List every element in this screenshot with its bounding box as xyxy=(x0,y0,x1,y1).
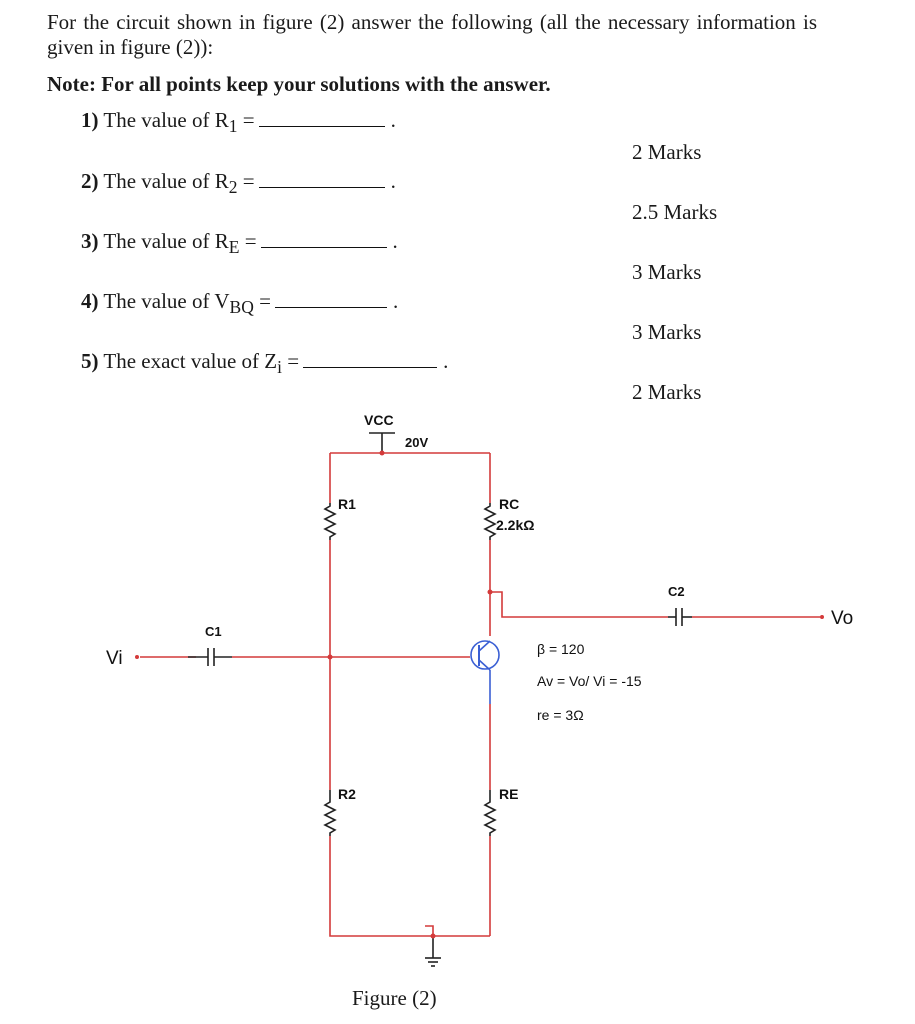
gain-annotation: Av = Vo/ Vi = -15 xyxy=(537,673,642,689)
marks-label: 3 Marks xyxy=(632,320,702,344)
vi-label: Vi xyxy=(106,648,123,669)
marks-label: 2 Marks xyxy=(632,380,702,404)
vcc-junction-dot xyxy=(380,451,385,456)
question-text: The value of V xyxy=(103,289,230,313)
r1-resistor xyxy=(325,503,335,540)
collector-junction-dot xyxy=(488,590,493,595)
vo-label: Vo xyxy=(831,608,854,629)
question-equals: = xyxy=(237,108,255,132)
question-text: The value of R xyxy=(103,169,229,193)
c2-label: C2 xyxy=(668,584,685,599)
question-subscript: E xyxy=(228,237,240,258)
question-number: 5) xyxy=(81,349,99,373)
question-4: 4) The value of $V_{BQ}$ = . xyxy=(81,289,399,318)
vi-terminal-dot xyxy=(135,655,139,659)
vcc-value: 20V xyxy=(405,435,429,450)
question-text: The value of R xyxy=(103,229,229,253)
marks-label: 3 Marks xyxy=(632,260,702,284)
question-text: The exact value of Z xyxy=(103,349,278,373)
question-2: 2) The value of $R_2$ = . xyxy=(81,169,396,198)
r1-label: R1 xyxy=(338,496,356,512)
marks-label: 2 Marks xyxy=(632,140,702,164)
re-resistor xyxy=(485,790,495,836)
rc-value: 2.2kΩ xyxy=(496,517,535,533)
question-1: 1) The value of $R_1$ = . xyxy=(81,108,396,137)
question-subscript: 1 xyxy=(228,116,238,137)
ground-junction-dot xyxy=(431,934,436,939)
question-text: The value of R xyxy=(103,108,229,132)
question-subscript: 2 xyxy=(228,177,238,198)
vo-terminal-dot xyxy=(820,615,824,619)
base-junction-dot xyxy=(328,655,333,660)
marks-label: 2.5 Marks xyxy=(632,200,718,224)
re-annotation: re = 3Ω xyxy=(537,707,584,723)
rc-resistor xyxy=(485,503,495,540)
question-equals: = xyxy=(237,169,255,193)
question-number: 1) xyxy=(81,108,99,132)
question-number: 3) xyxy=(81,229,99,253)
question-equals: = xyxy=(253,289,271,313)
question-subscript: BQ xyxy=(229,297,254,318)
rc-label: RC xyxy=(499,496,520,512)
vcc-label: VCC xyxy=(364,412,394,428)
question-number: 2) xyxy=(81,169,99,193)
question-intro: For the circuit shown in figure (2) answer the following (all the necessary information is given in figure (2)): xyxy=(47,10,817,59)
question-equals: = xyxy=(282,349,300,373)
beta-annotation: β = 120 xyxy=(537,641,585,657)
r2-label: R2 xyxy=(338,786,356,802)
question-equals: = xyxy=(239,229,257,253)
re-label: RE xyxy=(499,786,519,802)
figure-caption: Figure (2) xyxy=(352,986,437,1010)
output-wire xyxy=(490,592,668,617)
r2-resistor xyxy=(325,790,335,836)
question-3: 3) The value of $R_E$ = . xyxy=(81,229,398,258)
question-number: 4) xyxy=(81,289,99,313)
question-5: 5) The exact value of $Z_i$ = . xyxy=(81,349,449,378)
question-subscript: i xyxy=(277,357,282,378)
bottom-rail-wire xyxy=(330,836,490,936)
note-text: Note: For all points keep your solutions with the answer. xyxy=(47,72,551,96)
c1-label: C1 xyxy=(205,624,222,639)
